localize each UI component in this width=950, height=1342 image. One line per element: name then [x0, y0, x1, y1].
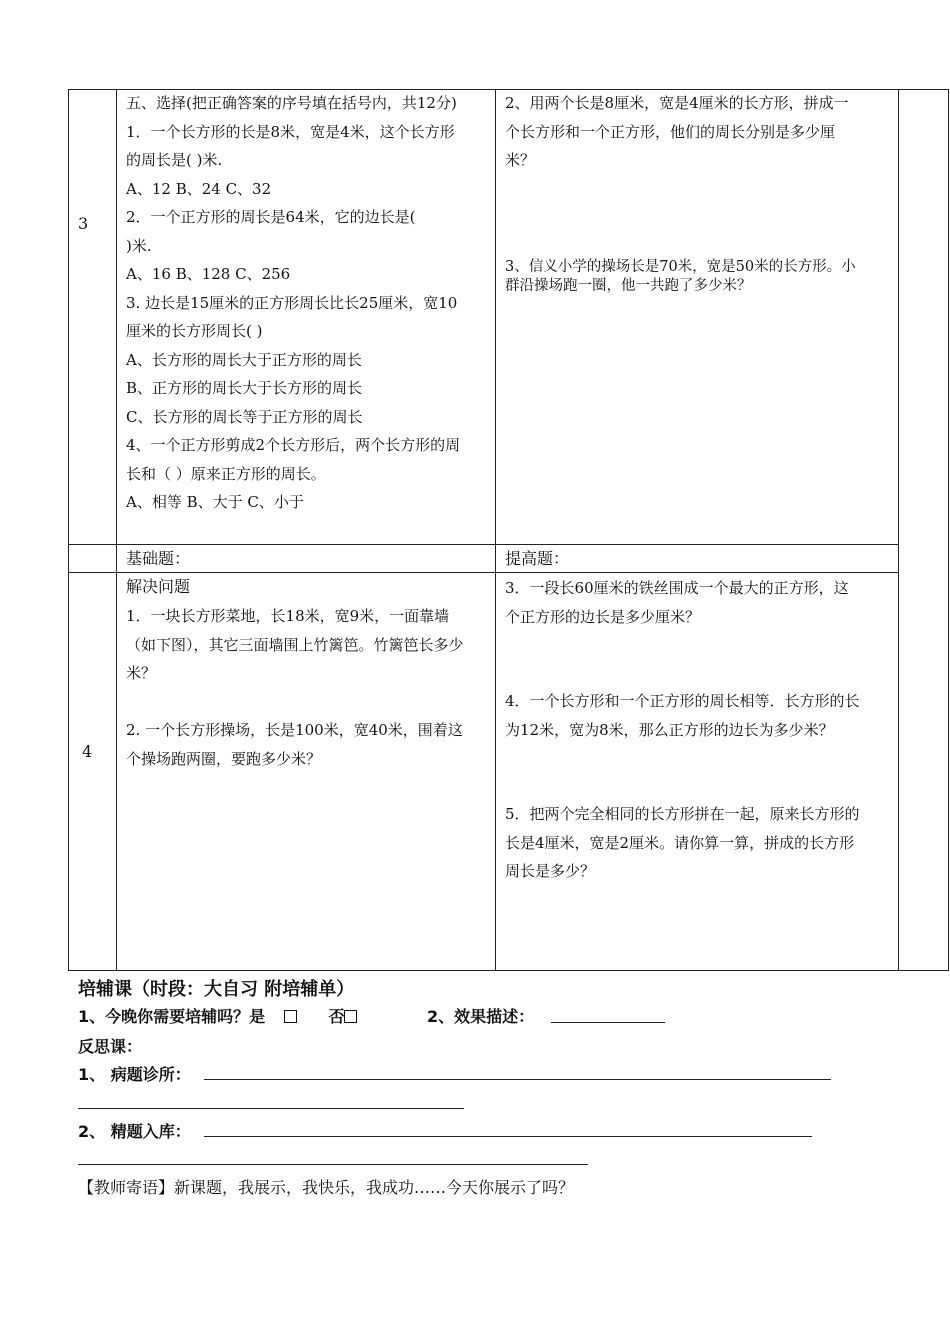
- row-number-4: 4: [82, 742, 93, 761]
- rq4-4-line1: 4．一个长方形和一个正方形的周长相等．长方形的长: [505, 692, 860, 710]
- diagnosis-label: 1、 病题诊所：: [78, 1065, 191, 1084]
- row3-right-q3: [505, 258, 856, 296]
- row-divider-1: [68, 544, 898, 545]
- choice-q3-option-c: C、长方形的周长等于正方形的周长: [126, 407, 363, 426]
- rq2-line3: 米？: [505, 151, 536, 169]
- row3-right-q2: [505, 89, 849, 175]
- choice-q1-line2: 的周长是( )米.: [126, 151, 223, 169]
- tutoring-need-text: 1、今晚你需要培辅吗？是: [78, 1007, 266, 1026]
- row-number-3: 3: [78, 214, 89, 233]
- choice-q3-line2: 厘米的长方形周长( ): [126, 322, 263, 340]
- lq1-line2: （如下图），其它三面墙围上竹篱笆。竹篱笆长多少: [126, 635, 464, 654]
- col-divider-mid: [495, 89, 496, 971]
- choice-q1-options: A、12 B、24 C、32: [126, 179, 272, 198]
- rq4-5-line3: 周长是多少？: [505, 862, 596, 880]
- selected-problems-line-1[interactable]: [204, 1136, 812, 1137]
- rq2-line1: 2、用两个长是8厘米，宽是4厘米的长方形，拼成一: [505, 94, 849, 112]
- selected-problems-label: 2、 精题入库：: [78, 1122, 191, 1141]
- lq1-line1: 1．一块长方形菜地，长18米，宽9米，一面靠墙: [126, 607, 450, 625]
- reflection-title: 反思课：: [78, 1037, 143, 1056]
- col-divider-num: [116, 89, 117, 971]
- lq2-line1: 2. 一个长方形操场，长是100米，宽40米，围着这: [126, 721, 463, 739]
- rq4-4-line2: 为12米，宽为8米，那么正方形的边长为多少米？: [505, 720, 834, 739]
- choice-q4-line1: 4、一个正方形剪成2个长方形后，两个长方形的周: [126, 436, 461, 454]
- effect-description-label: 2、效果描述：: [427, 1007, 535, 1026]
- row4-right-q3: [505, 574, 849, 631]
- table-left-border: [68, 89, 69, 971]
- no-label: 否: [328, 1007, 345, 1026]
- choice-q4-options: A、相等 B、大于 C、小于: [126, 493, 304, 511]
- choice-q2-options: A、16 B、128 C、256: [126, 265, 291, 283]
- choice-q3-line1: 3. 边长是15厘米的正方形周长比长25厘米，宽10: [126, 293, 458, 312]
- lq1-line3: 米？: [126, 664, 157, 682]
- diagnosis-line-2[interactable]: [78, 1108, 464, 1109]
- diagnosis-line-1[interactable]: [204, 1079, 831, 1080]
- choice-heading: 五、选择(把正确答案的序号填在括号内，共12分): [126, 94, 457, 112]
- selected-problems-line-2[interactable]: [78, 1164, 588, 1165]
- no-checkbox[interactable]: [344, 1010, 357, 1023]
- row4-left-q1: [126, 602, 464, 688]
- row4-left-q2: [126, 716, 463, 773]
- choice-q3-option-a: A、长方形的周长大于正方形的周长: [126, 350, 362, 369]
- rq2-line2: 个长方形和一个正方形，他们的周长分别是多少厘: [505, 122, 836, 141]
- table-right-border: [948, 89, 949, 971]
- row3-left-choice-questions: [126, 89, 460, 517]
- tutoring-title: 培辅课（时段：大自习 附培辅单）: [78, 979, 355, 1000]
- col-divider-right: [898, 89, 899, 971]
- choice-q1-line1: 1．一个长方形的长是8米，宽是4米，这个长方形: [126, 122, 455, 141]
- row4-right-q4: [505, 687, 860, 744]
- rq3-line1: 3、信义小学的操场长是70米，宽是50米的长方形。小: [505, 259, 856, 275]
- lq2-line2: 个操场跑两圈，要跑多少米？: [126, 749, 322, 768]
- rq4-5-line2: 长是4厘米，宽是2厘米。请你算一算，拼成的长方形: [505, 833, 855, 852]
- choice-q2-line1: 2．一个正方形的周长是64米，它的边长是(: [126, 208, 416, 226]
- rq4-3-line2: 个正方形的边长是多少厘米？: [505, 607, 701, 626]
- choice-q2-line2: )米.: [126, 236, 152, 255]
- row4-left-title: 解决问题: [126, 577, 191, 596]
- row-divider-2: [68, 572, 898, 573]
- choice-q4-line2: 长和（ ）原来正方形的周长。: [126, 464, 326, 483]
- teacher-message: 【教师寄语】新课题，我展示，我快乐，我成功……今天你展示了吗？: [78, 1178, 575, 1197]
- row4-right-q5: [505, 800, 860, 886]
- tutoring-question-row: [78, 1004, 357, 1027]
- effect-description-line[interactable]: [551, 1022, 665, 1023]
- choice-q3-option-b: B、正方形的周长大于长方形的周长: [126, 379, 363, 397]
- advanced-questions-label: 提高题：: [505, 549, 570, 568]
- basic-questions-label: 基础题：: [126, 549, 191, 568]
- rq3-line2: 群沿操场跑一圈，他一共跑了多少米？: [505, 278, 752, 294]
- table-bottom-border: [68, 970, 949, 971]
- rq4-3-line1: 3．一段长60厘米的铁丝围成一个最大的正方形，这: [505, 579, 849, 597]
- yes-checkbox[interactable]: [284, 1010, 297, 1023]
- rq4-5-line1: 5．把两个完全相同的长方形拼在一起，原来长方形的: [505, 805, 860, 823]
